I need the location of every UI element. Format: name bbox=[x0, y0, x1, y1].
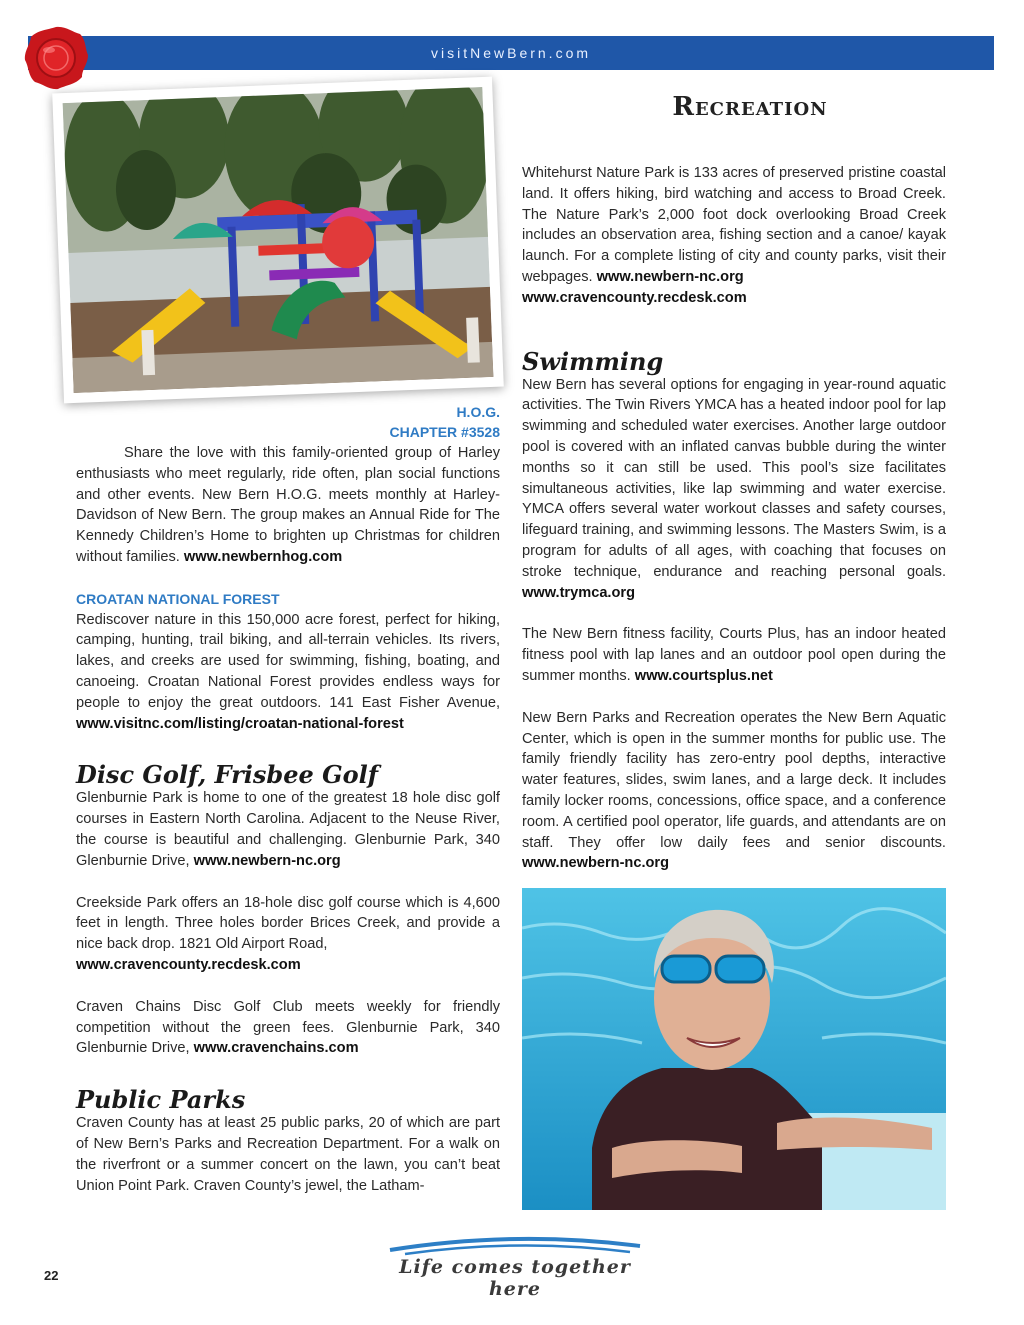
wax-seal-icon bbox=[22, 24, 90, 92]
nature-park-paragraph bbox=[522, 163, 946, 309]
hog-paragraph bbox=[76, 443, 500, 568]
disc-golf-paragraph-1 bbox=[76, 788, 500, 871]
swim-text-1: New Bern has several options for engaging in year-round aquatic activities. The Twin Rivers YMCA has a heated indoor pool for lap swimming and scheduled water exercises. Another large outdoor pool is covered with an inflated canvas bubble during the winter months so it can still be used. This pool’s size facilitates simultaneous activities, like lap swimming and water exercise. YMCA offers several water workout classes and safety courses, lifeguard training, and swimming lessons. The Masters Swim, is a program for adults of all ages, with coaching that focuses on stroke technique, endurance and reaching personal goals. bbox=[522, 376, 946, 580]
cravencounty-link[interactable]: www.cravencounty.recdesk.com bbox=[522, 289, 747, 306]
hog-heading-line2: CHAPTER #3528 bbox=[389, 424, 500, 440]
page-number: 22 bbox=[44, 1268, 59, 1283]
disc-golf-link-3[interactable]: www.cravenchains.com bbox=[193, 1040, 359, 1057]
croatan-link[interactable]: www.visitnc.com/listing/croatan-national-forest bbox=[76, 715, 404, 732]
croatan-text: Rediscover nature in this 150,000 acre forest, perfect for hiking, camping, hunting, trail biking, and all-terrain vehicles. Its rivers, lakes, and creeks are used for swimming, fishing, boating, and canoeing. Croatan National Forest provides endless ways for people to enjoy the great outdoors. 141 East Fisher Avenue, bbox=[76, 611, 500, 711]
aquatic-center-link[interactable]: www.newbern-nc.org bbox=[522, 855, 670, 872]
public-parks-paragraph: Craven County has at least 25 public parks, 20 of which are part of New Bern’s Parks and Recreation Department. For a walk on the riverfront or a summer concert on the lawn, you can’t beat Union Point Park. Craven County’s jewel, the Latham- bbox=[76, 1115, 500, 1194]
site-name: visitNewBern.com bbox=[430, 45, 592, 61]
right-column bbox=[522, 163, 946, 874]
ymca-link[interactable]: www.trymca.org bbox=[522, 584, 635, 601]
tagline: Life comes together here bbox=[399, 1256, 631, 1300]
playground-photo bbox=[52, 77, 504, 404]
croatan-paragraph bbox=[76, 610, 500, 735]
newbern-link[interactable]: www.newbern-nc.org bbox=[596, 268, 744, 285]
left-column bbox=[76, 443, 500, 1196]
disc-golf-text-3: Craven Chains Disc Golf Club meets weekly for friendly competition without the green fees. Glenburnie Park, 340 Glenburnie Drive, bbox=[76, 998, 500, 1057]
disc-golf-text-1: Glenburnie Park is home to one of the greatest 18 hole disc golf courses in Eastern North Carolina. Adjacent to the Neuse River, the course is beautiful and challenging. Glenburnie Park, 340 Glenburnie Drive, bbox=[76, 790, 500, 869]
disc-golf-paragraph-3 bbox=[76, 997, 500, 1059]
swim-paragraph-1 bbox=[522, 375, 946, 604]
hog-heading-line1: H.O.G. bbox=[456, 404, 500, 420]
hog-heading bbox=[320, 402, 500, 442]
disc-golf-link-1[interactable]: www.newbern-nc.org bbox=[193, 852, 341, 869]
disc-golf-heading: Disc Golf, Frisbee Golf bbox=[76, 760, 379, 790]
nature-park-text: Whitehurst Nature Park is 133 acres of preserved pristine coastal land. It offers hiking, bird watching and access to Broad Creek. The Nature Park’s 2,000 foot dock overlooking Broad Creek includes an observation area, fishing section and a canoe/ kayak launch. For a complete listing of city and county parks, visit their webpages. bbox=[522, 165, 946, 285]
swim-text-3: New Bern Parks and Recreation operates the New Bern Aquatic Center, which is open in the summer months for public use. The family friendly facility has zero-entry pool depths, interactive water features, slides, swim lanes, and a large deck. It includes family locker rooms, concessions, office space, and a conference room. A certified pool operator, life guards, and attendants are on staff. They offer low daily fees and senior discounts. bbox=[522, 709, 946, 851]
hog-text: Share the love with this family-oriented group of Harley enthusiasts who meet regularly, ride often, plan social functions and other events. New Bern H.O.G. meets monthly at Harley-Davidson of New Bern. The group makes an Annual Ride for The Kennedy Children’s Home to brighten up Christmas for children without families. bbox=[76, 445, 500, 565]
swimming-heading: Swimming bbox=[522, 346, 664, 376]
wave-logo-icon bbox=[370, 1232, 660, 1258]
swim-paragraph-2 bbox=[522, 624, 946, 686]
disc-golf-paragraph-2 bbox=[76, 893, 500, 976]
swimmer-photo bbox=[522, 888, 946, 1210]
hog-link[interactable]: www.newbernhog.com bbox=[183, 548, 343, 565]
disc-golf-link-2[interactable]: www.cravencounty.recdesk.com bbox=[76, 956, 301, 973]
tagline-logo bbox=[370, 1232, 660, 1300]
public-parks-heading: Public Parks bbox=[76, 1085, 246, 1115]
page-title: Recreation bbox=[672, 92, 828, 122]
swim-paragraph-3 bbox=[522, 708, 946, 874]
croatan-heading: CROATAN NATIONAL FOREST bbox=[76, 590, 280, 607]
courtsplus-link[interactable]: www.courtsplus.net bbox=[634, 667, 773, 684]
disc-golf-text-2: Creekside Park offers an 18-hole disc golf course which is 4,600 feet in length. Three holes border Brices Creek, and provide a nice back drop. 1821 Old Airport Road, bbox=[76, 894, 500, 953]
swim-text-2: The New Bern fitness facility, Courts Plus, has an indoor heated fitness pool with lap lanes and an outdoor pool open during the summer months. bbox=[522, 626, 946, 684]
header-banner bbox=[28, 36, 994, 70]
